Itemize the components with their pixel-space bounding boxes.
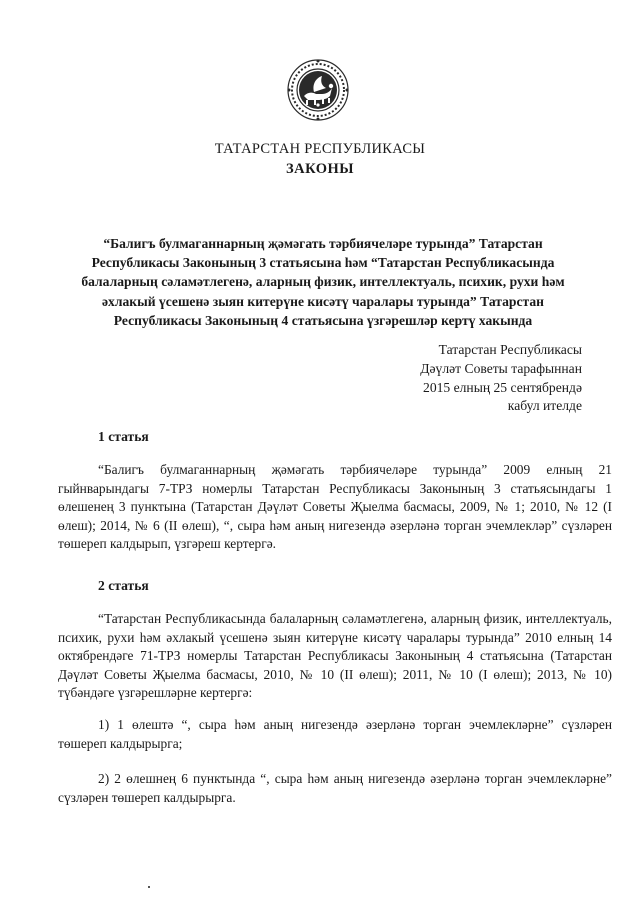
adoption-line: 2015 елның 25 сентябрендә [423,379,582,395]
adoption-note [420,341,582,416]
adoption-line: Дәүләт Советы тарафыннан [420,360,582,376]
republic-name: ТАТАРСТАН РЕСПУБЛИКАСЫ [214,141,426,157]
article-2-heading: 2 статья [98,578,149,593]
adoption-line: кабул ителде [507,398,582,414]
adoption-line: Татарстан Республикасы [438,342,582,357]
document-type: ЗАКОНЫ [285,161,355,177]
law-title: “Балигъ булмаганнарның җәмәгать тәрбиячеләре турында” Татарстан Республикасы Законының 3 статьясына һәм “Татарстан Республикасында балаларның сәламәтлегенә, аларның физик, интеллектуаль, психик, рухи һәм әхлакый үсешенә зыян китерүне кисәтү чаралары турында” Татарстан Республикасы Законының 4 статьясына үзгәрешләр кертү хакында [81,236,565,328]
scan-mark [148,886,150,888]
article-2-paragraph: “Татарстан Республикасында балаларның сәламәтлегенә, аларның физик, интеллектуаль, психик, рухи һәм әхлакый үсешенә зыян китерүне кисәтү чаралары турында” 2010 елның 14 октябрендәге 71-ТРЗ номерлы Татарстан Республикасы Законының 4 статьясына (Татарстан Дәүләт Советы Җыелма басмасы, 2010, № 10 (II өлеш); 2011, № 10 (I өлеш); 2013, № 10) түбәндәге үзгәрешләрне кертергә: [58,611,612,701]
article-2-item-1: 1) 1 өлештә “, сыра һәм аның нигезендә әзерләнә торган эчемлекләрне” сүзләрен төшереп калдырырга; [58,717,612,751]
article-2-item-2: 2) 2 өлешнең 6 пунктында “, сыра һәм аның нигезендә әзерләнә торган эчемлекләрне” сүзләрен төшереп калдырырга. [58,771,612,805]
article-1-paragraph: “Балигъ булмаганнарның җәмәгать тәрбиячеләре турында” 2009 елның 21 гыйнварындагы 7-ТРЗ номерлы Татарстан Республикасы Законының 3 статьясындагы 1 өлешенең 3 пунктына (Татарстан Дәүләт Советы Җыелма басмасы, 2009, № 1; 2010, № 12 (I өлеш); 2014, № 6 (II өлеш), “, сыра һәм аның нигезендә әзерләнә торган эчемлекләр” сүзләрен төшереп калдырып, үзгәреш кертергә. [58,462,612,552]
coat-of-arms-icon [286,58,350,122]
article-1-heading: 1 статья [98,429,149,444]
document-header [0,139,640,179]
